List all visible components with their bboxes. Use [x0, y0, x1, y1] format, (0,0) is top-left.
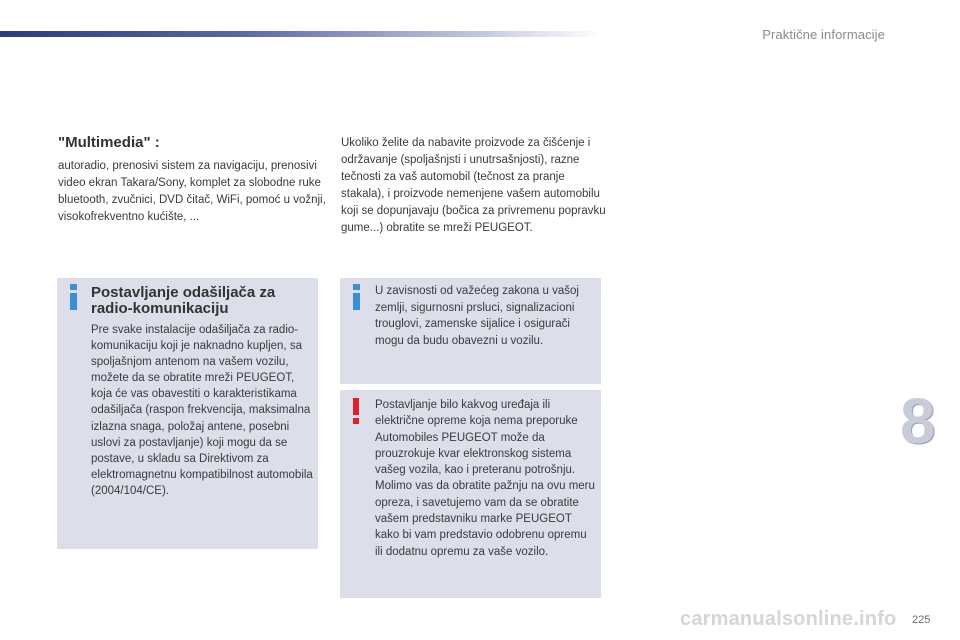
law-box-text: U zavisnosti od važećeg zakona u vašoj zemlji, sigurnosni prsluci, signalizacioni trouglovi, zamenske sijalice i osigurači mogu da budu obavezni u vozilu.	[375, 285, 579, 347]
section-title: Praktične informacije	[762, 27, 885, 42]
warning-icon	[351, 398, 363, 424]
watermark: carmanualsonline.info	[680, 608, 897, 630]
info-icon	[351, 284, 363, 310]
multimedia-heading: "Multimedia" :	[58, 134, 160, 151]
header-accent-bar	[0, 31, 600, 37]
radio-box-title: Postavljanje odašiljača za radio-komunikaciju	[91, 284, 276, 317]
multimedia-text: autoradio, prenosivi sistem za navigaciju, prenosivi video ekran Takara/Sony, komplet za slobodne ruke bluetooth, zvučnici, DVD čitač, WiFi, pomoć u vožnji, visokofrekventno kućište, ...	[58, 160, 326, 223]
warning-box-text: Postavljanje bilo kakvog uređaja ili električne opreme koja nema preporuke Automobiles PEUGEOT može da prouzrokuje kvar elektronskog sistema vašeg vozila, kao i preteranu potrošnju. Molimo vas da obratite pažnju na ovu meru opreza, i savetujemo vam da se obratite vašem predstavniku marke PEUGEOT kako bi vam predstavio odobrenu opremu ili dodatnu opremu za vaše vozilo.	[375, 399, 595, 558]
info-icon	[68, 284, 80, 310]
cleaning-info-text: Ukoliko želite da nabavite proizvode za čišćenje i održavanje (spoljašnjsti i unutrsašnjosti), razne tečnosti za vaš automobil (tečnost za pranje stakala), i proizvode nemenjene vašem automobilu koji se dopunjavaju (bočica za privremenu popravku gume...) obratite se mreži PEUGEOT.	[341, 137, 606, 234]
page-number: 225	[912, 614, 931, 626]
radio-box-text: Pre svake instalacije odašiljača za radio-komunikaciju koji je naknadno kupljen, sa spoljašnjom antenom na vašem vozilu, možete da se obratite mreži PEUGEOT, koja će vas obavestiti o karakteristikama odašiljača (raspon frekvencija, maksimalna izlazna snaga, položaj antene, posebni uslovi za postavljanje) koji mogu da se postave, u skladu sa Direktivom za elektromagnetnu kompatibilnost automobila (2004/104/CE).	[91, 324, 313, 497]
chapter-number: 8	[900, 385, 936, 457]
